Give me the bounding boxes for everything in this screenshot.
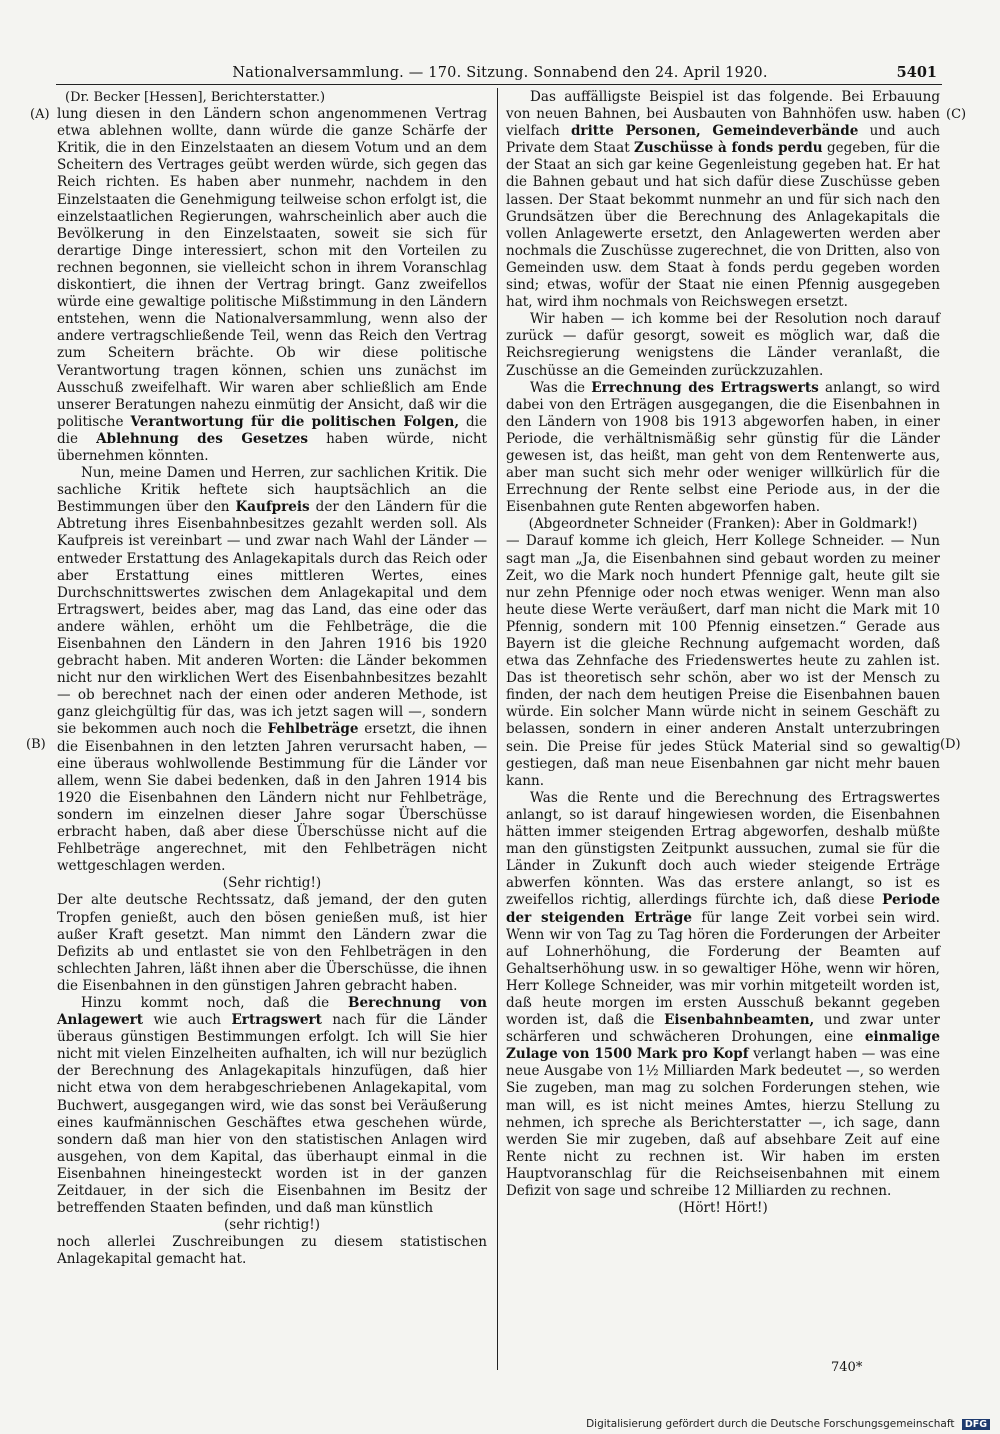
credit-text: Digitalisierung gefördert durch die Deutsche Forschungsgemeinschaft (586, 1418, 955, 1430)
margin-mark-b: (B) (26, 737, 46, 752)
margin-mark-d: (D) (940, 737, 961, 752)
running-header (0, 62, 1000, 84)
page-number: 5401 (896, 64, 937, 81)
interjection: (sehr richtig!) (223, 1217, 321, 1234)
paragraph: Was die Errechnung des Ertragswerts anlangt, so wird dabei von den Erträgen ausgegangen, die die Eisenbahnen in den Ländern von 1908 bis 1913 abgeworfen haben, in einer Periode, die verhältnismäßig sehr günstig für die Länder gewesen ist, das heißt, man geht von dem Rentenwerte aus, aber man sucht sich mehr oder weniger willkürlich für die Errechnung der Rente selbst eine Periode aus, in der die Eisenbahnen gute Renten abgeworfen haben. (506, 379, 940, 516)
column-divider (497, 88, 498, 1370)
left-column (57, 89, 487, 1268)
paragraph: Was die Rente und die Berechnung des Ertragswertes anlangt, so ist darauf hingewiesen worden, die Eisenbahnen hätten immer steigenden Ertrag abgeworfen, deshalb müßte man den günstigsten Zeitpunkt aussuchen, zumal sie für die Länder in Zukunft doch auch wieder steigende Erträge abwerfen könnten. Was das erstere anlangt, so ist es zweifellos richtig, allerdings fürchte ich, daß diese Periode der steigenden Erträge für lange Zeit vorbei sein wird. Wenn wir von Tag zu Tag hören die Forderungen der Arbeiter auf Lohnerhöhung, die Forderung der Beamten auf Gehaltserhöhung usw. in so gewaltiger Höhe, wenn wir hören, Herr Kollege Schneider, was mir vorhin mitgeteilt worden ist, daß heute morgen im ersten Ausschuß bekannt gegeben worden ist, daß die Eisenbahnbeamten, und zwar unter schärferen und schwächeren Drohungen, eine einmalige Zulage von 1500 Mark pro Kopf verlangt haben — was eine neue Ausgabe von 1½ Milliarden Mark bedeutet —, so werden Sie zugeben, man mag zu solchen Forderungen stehen, wie man will, es ist nicht meines Amtes, hierzu Stellung zu nehmen, ich spreche als Berichterstatter —, ich sage, dann werden Sie mir zugeben, daß auf absehbare Zeit auf eine Rente nicht zu rechnen ist. Wir haben im ersten Hauptvoranschlag für die Reichseisenbahnen mit einem Defizit von sage und schreibe 12 Milliarden zu rechnen. (506, 789, 941, 1199)
header-rule (56, 84, 942, 85)
paragraph: Das auffälligste Beispiel ist das folgende. Bei Erbauung von neuen Bahnen, bei Ausbauten von Bahnhöfen usw. haben vielfach dritte Personen, Gemeindeverbände und auch Private dem Staat Zuschüsse à fonds perdu gegeben, für die der Staat an sich gar keine Gegenleistung gegeben hat. Er hat die Bahnen gebaut und hat sich dafür diese Zuschüsse geben lassen. Der Staat bekommt nunmehr an und für sich nach den Grundsätzen über die Berechnung des Anlagekapitals die vollen Anlagewerte ersetzt, den Anlagewerten werden aber nochmals die Zuschüsse zugerechnet, die von Dritten, also von Gemeinden usw. dem Staat à fonds perdu gegeben worden sind; etwas, wofür der Staat nie einen Pfennig ausgegeben hat, wird ihm nochmals von Reichswegen ersetzt. (506, 89, 941, 311)
dfg-logo: DFG (962, 1419, 990, 1430)
digitization-credit (586, 1418, 990, 1430)
sheet-mark: 740* (831, 1360, 863, 1375)
paragraph: lung diesen in den Ländern schon angenommenen Vertrag etwa ablehnen wollte, dann würde die ganze Schärfe der Kritik, die in den Einzelstaaten an diesem Votum und an dem Scheitern des Vertrages geübt werden würde, sich gegen das Reich richten. Es haben aber nunmehr, nachdem in den Einzelstaaten die Genehmigung teilweise schon erfolgt ist, die einzelstaatlichen Regierungen, wahrscheinlich aber auch die Bevölkerung in den Einzelstaaten, soweit sie sich für derartige Dinge interessiert, schon mit den Vorteilen zu rechnen begonnen, sie vielleicht schon in ihrem Voranschlag diskontiert, die ihnen der Vertrag bringt. Ganz zweifellos würde eine gewaltige politische Mißstimmung in den Ländern entstehen, wenn die Nationalversammlung, wenn also der andere vertragschließende Teil, wenn das Reich den Vertrag zum Scheitern brächte. Ob wir diese politische Verantwortung tragen können, schien uns zunächst im Ausschuß zweifelhaft. Wir waren aber schließlich am Ende unserer Beratungen nahezu einmütig der Ansicht, daß wir die politische Verantwortung für die politischen Folgen, die die Ablehnung des Gesetzes haben würde, nicht übernehmen könnten. (57, 106, 487, 464)
speaker-line: (Dr. Becker [Hessen], Berichterstatter.) (65, 90, 326, 105)
paragraph: — Darauf komme ich gleich, Herr Kollege Schneider. — Nun sagt man „Ja, die Eisenbahnen sind gebaut worden zu meiner Zeit, wo die Mark noch hundert Pfennige galt, heute gilt sie nur zehn Pfennige oder noch etwas weniger. Wenn man also heute diese Werte veräußert, darf man nicht die Mark mit 10 Pfennig, sondern mit 100 Pfennig einsetzen.“ Gerade aus Bayern ist die gleiche Rechnung aufgemacht worden, daß etwa das Zehnfache des Friedenswertes heute zu zahlen ist. Das ist theoretisch sehr schön, aber wo ist der Mensch zu finden, der nach dem heutigen Preise die Eisenbahnen bauen würde. Ein solcher Mann würde nicht in seinem Geschäft zu belassen, sondern in einer anderen Anstalt unterzubringen sein. Die Preise für jedes Stück Material sind so gewaltig gestiegen, daß man neue Eisenbahnen gar nicht mehr bauen kann. (506, 533, 940, 789)
paragraph: Hinzu kommt noch, daß die Berechnung von Anlagewert wie auch Ertragswert nach für die Länder überaus günstigen Bestimmungen erfolgt. Ich will Sie hier nicht mit vielen Einzelheiten aufhalten, ich will nur bezüglich der Berechnung des Anlagekapitals hinzufügen, daß hier nicht etwa von dem herabgeschriebenen Anlagekapital, vom Buchwert, ausgegangen wird, wie das sonst bei Veräußerung eines kaufmännischen Geschäftes etwa geschehen würde, sondern daß man hier von den statistischen Anlagen wird ausgehen, von dem Kapital, das überhaupt einmal in die Eisenbahnen hineingesteckt worden ist in der ganzen Zeitdauer, in der sich die Eisenbahnen im Besitz der betreffenden Staaten befinden, und daß man künstlich (57, 994, 488, 1217)
interjection: (Sehr richtig!) (222, 875, 322, 892)
margin-mark-a: (A) (30, 107, 50, 122)
paragraph: Nun, meine Damen und Herren, zur sachlichen Kritik. Die sachliche Kritik heftete sich hauptsächlich an die Bestimmungen über den Kaufpreis der den Ländern für die Abtretung ihres Eisenbahnbesitzes gezahlt werden soll. Als Kaufpreis ist vereinbart — und zwar nach Wahl der Länder — entweder Erstattung des Anlagekapitals durch das Reich oder aber Erstattung eines mittleren Wertes, eines Durchschnittswertes zwischen dem Anlagekapital und dem Ertragswert, beides aber, mag das Land, das eine oder das andere wählen, erhöht um die Fehlbeträge, die die Eisenbahnen den Ländern in den Jahren 1916 bis 1920 gebracht haben. Mit anderen Worten: die Länder bekommen nicht nur den wirklichen Wert des Eisenbahnbesitzes bezahlt — ob berechnet nach der einen oder anderen Methode, ist ganz gleichgültig für das, was ich jetzt sagen will —, sondern sie bekommen auch noch die Fehlbeträge ersetzt, die ihnen die Eisenbahnen in den letzten Jahren verursacht haben, — eine überaus wohlwollende Bestimmung für die Länder vor allem, wenn Sie dabei bedenken, daß in den Jahren 1914 bis 1920 die Eisenbahnen den Ländern nicht nur Fehlbeträge, sondern im einzelnen dieser Jahre sogar Überschüsse erbracht haben, daß aber diese Überschüsse nicht auf die Fehlbeträge angerechnet, mit den Fehlbeträgen nicht wettgeschlagen werden. (57, 465, 488, 875)
right-column (506, 89, 940, 1217)
interjection: (Abgeordneter Schneider (Franken): Aber in Goldmark!) (528, 516, 918, 533)
interjection: (Hört! Hört!) (678, 1200, 768, 1217)
paragraph: Wir haben — ich komme bei der Resolution noch darauf zurück — dafür gesorgt, soweit es möglich war, daß die Reichsregierung wenigstens die Länder veranlaßt, die Zuschüsse an die Gemeinden zurückzuzahlen. (506, 311, 940, 379)
paragraph: noch allerlei Zuschreibungen zu diesem statistischen Anlagekapital gemacht hat. (57, 1234, 487, 1268)
margin-mark-c: (C) (946, 107, 967, 122)
paragraph: Der alte deutsche Rechtssatz, daß jemand, der den guten Tropfen genießt, auch den bösen genießen muß, ist hier außer Kraft gesetzt. Man nimmt den Ländern zwar die Defizits ab und entlastet sie von den Fehlbeträgen in den schlechten Jahren, läßt ihnen aber die Überschüsse, die ihnen die Eisenbahnen in den günstigen Jahren gebracht haben. (57, 892, 487, 994)
header-title: Nationalversammlung. — 170. Sitzung. Sonnabend den 24. April 1920. (232, 65, 768, 81)
